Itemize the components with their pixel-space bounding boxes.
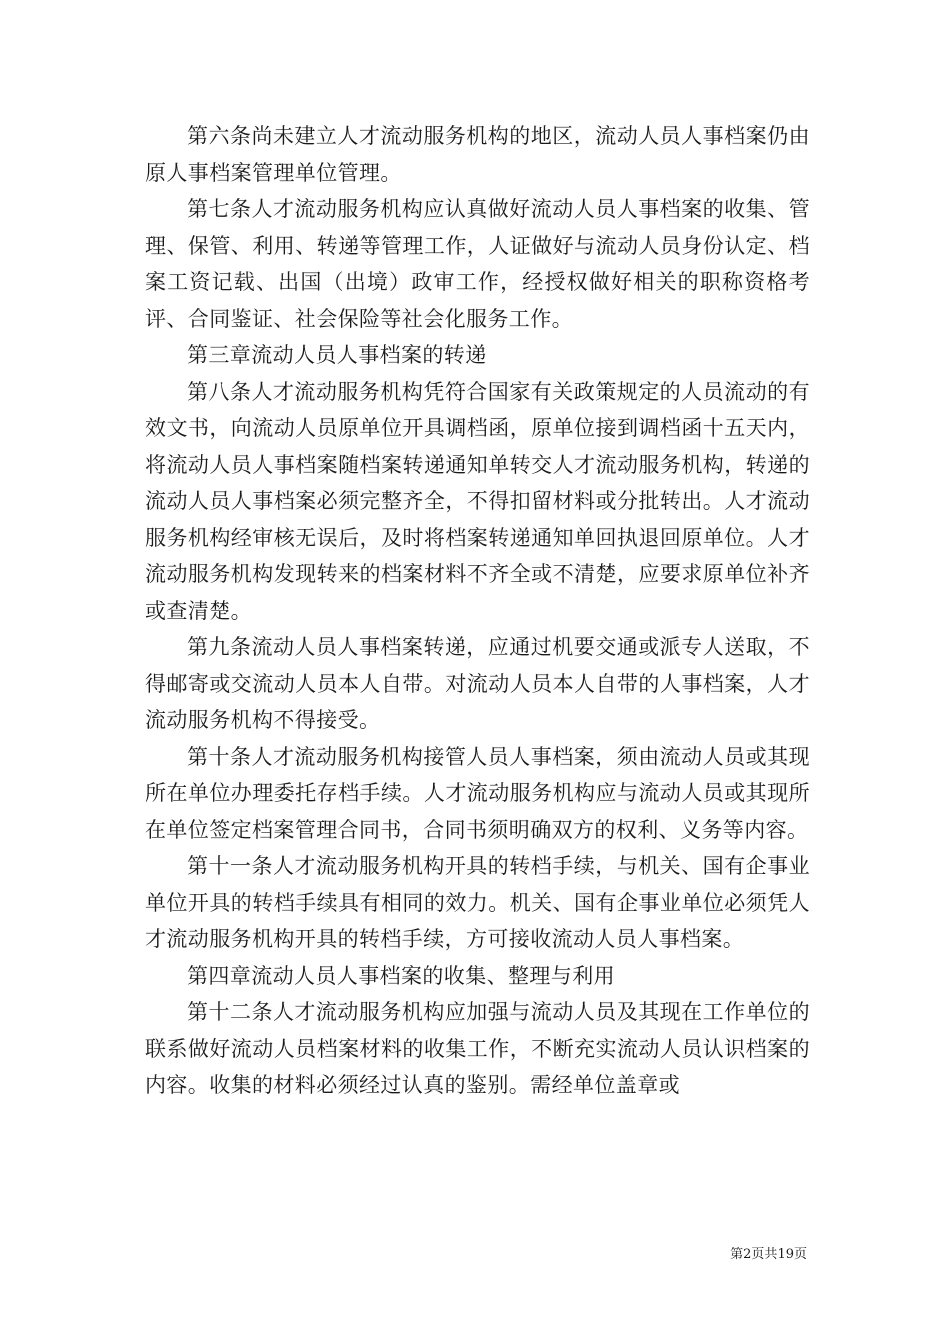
chapter-4-heading: 第四章流动人员人事档案的收集、整理与利用: [187, 963, 615, 988]
page-number-footer: [730, 1247, 807, 1263]
chapter-3-heading: 第三章流动人员人事档案的转递: [187, 343, 487, 367]
paragraph-article-10: 第十条人才流动服务机构接管人员人事档案，须由流动人员或其现所在单位办理委托存档手续。人才流动服务机构应与流动人员或其现所在单位签定档案管理合同书，合同书须明确双方的权利、义务等内容。: [145, 744, 810, 842]
document-body: [145, 118, 810, 1104]
paragraph-article-11: 第十一条人才流动服务机构开具的转档手续，与机关、国有企事业单位开具的转档手续具有相同的效力。机关、国有企事业单位必须凭人才流动服务机构开具的转档手续，方可接收流动人员人事档案。: [145, 854, 810, 951]
paragraph-article-12: 第十二条人才流动服务机构应加强与流动人员及其现在工作单位的联系做好流动人员档案材料的收集工作，不断充实流动人员认识档案的内容。收集的材料必须经过认真的鉴别。需经单位盖章或: [145, 1000, 810, 1097]
footer-suffix: 页: [793, 1247, 807, 1262]
paragraph-article-9: 第九条流动人员人事档案转递，应通过机要交通或派专人送取，不得邮寄或交流动人员本人自带。对流动人员本人自带的人事档案，人才流动服务机构不得接受。: [145, 635, 810, 732]
paragraph-article-6: 第六条尚未建立人才流动服务机构的地区，流动人员人事档案仍由原人事档案管理单位管理。: [145, 124, 810, 185]
paragraph-article-7: 第七条人才流动服务机构应认真做好流动人员人事档案的收集、管理、保管、利用、转递等管理工作，人证做好与流动人员身份认定、档案工资记载、出国（出境）政审工作，经授权做好相关的职称资格考评、合同鉴证、社会保险等社会化服务工作。: [145, 197, 810, 331]
current-page-number: 2: [743, 1247, 752, 1262]
paragraph-article-8: 第八条人才流动服务机构凭符合国家有关政策规定的人员流动的有效文书，向流动人员原单位开具调档函，原单位接到调档函十五天内，将流动人员人事档案随档案转递通知单转交人才流动服务机构，转递的流动人员人事档案必须完整齐全，不得扣留材料或分批转出。人才流动服务机构经审核无误后，及时将档案转递通知单回执退回原单位。人才流动服务机构发现转来的档案材料不齐全或不清楚，应要求原单位补齐或查清楚。: [145, 379, 810, 623]
footer-prefix: 第: [730, 1247, 744, 1262]
footer-middle: 页共: [751, 1247, 778, 1262]
total-pages-number: 19: [777, 1247, 794, 1262]
